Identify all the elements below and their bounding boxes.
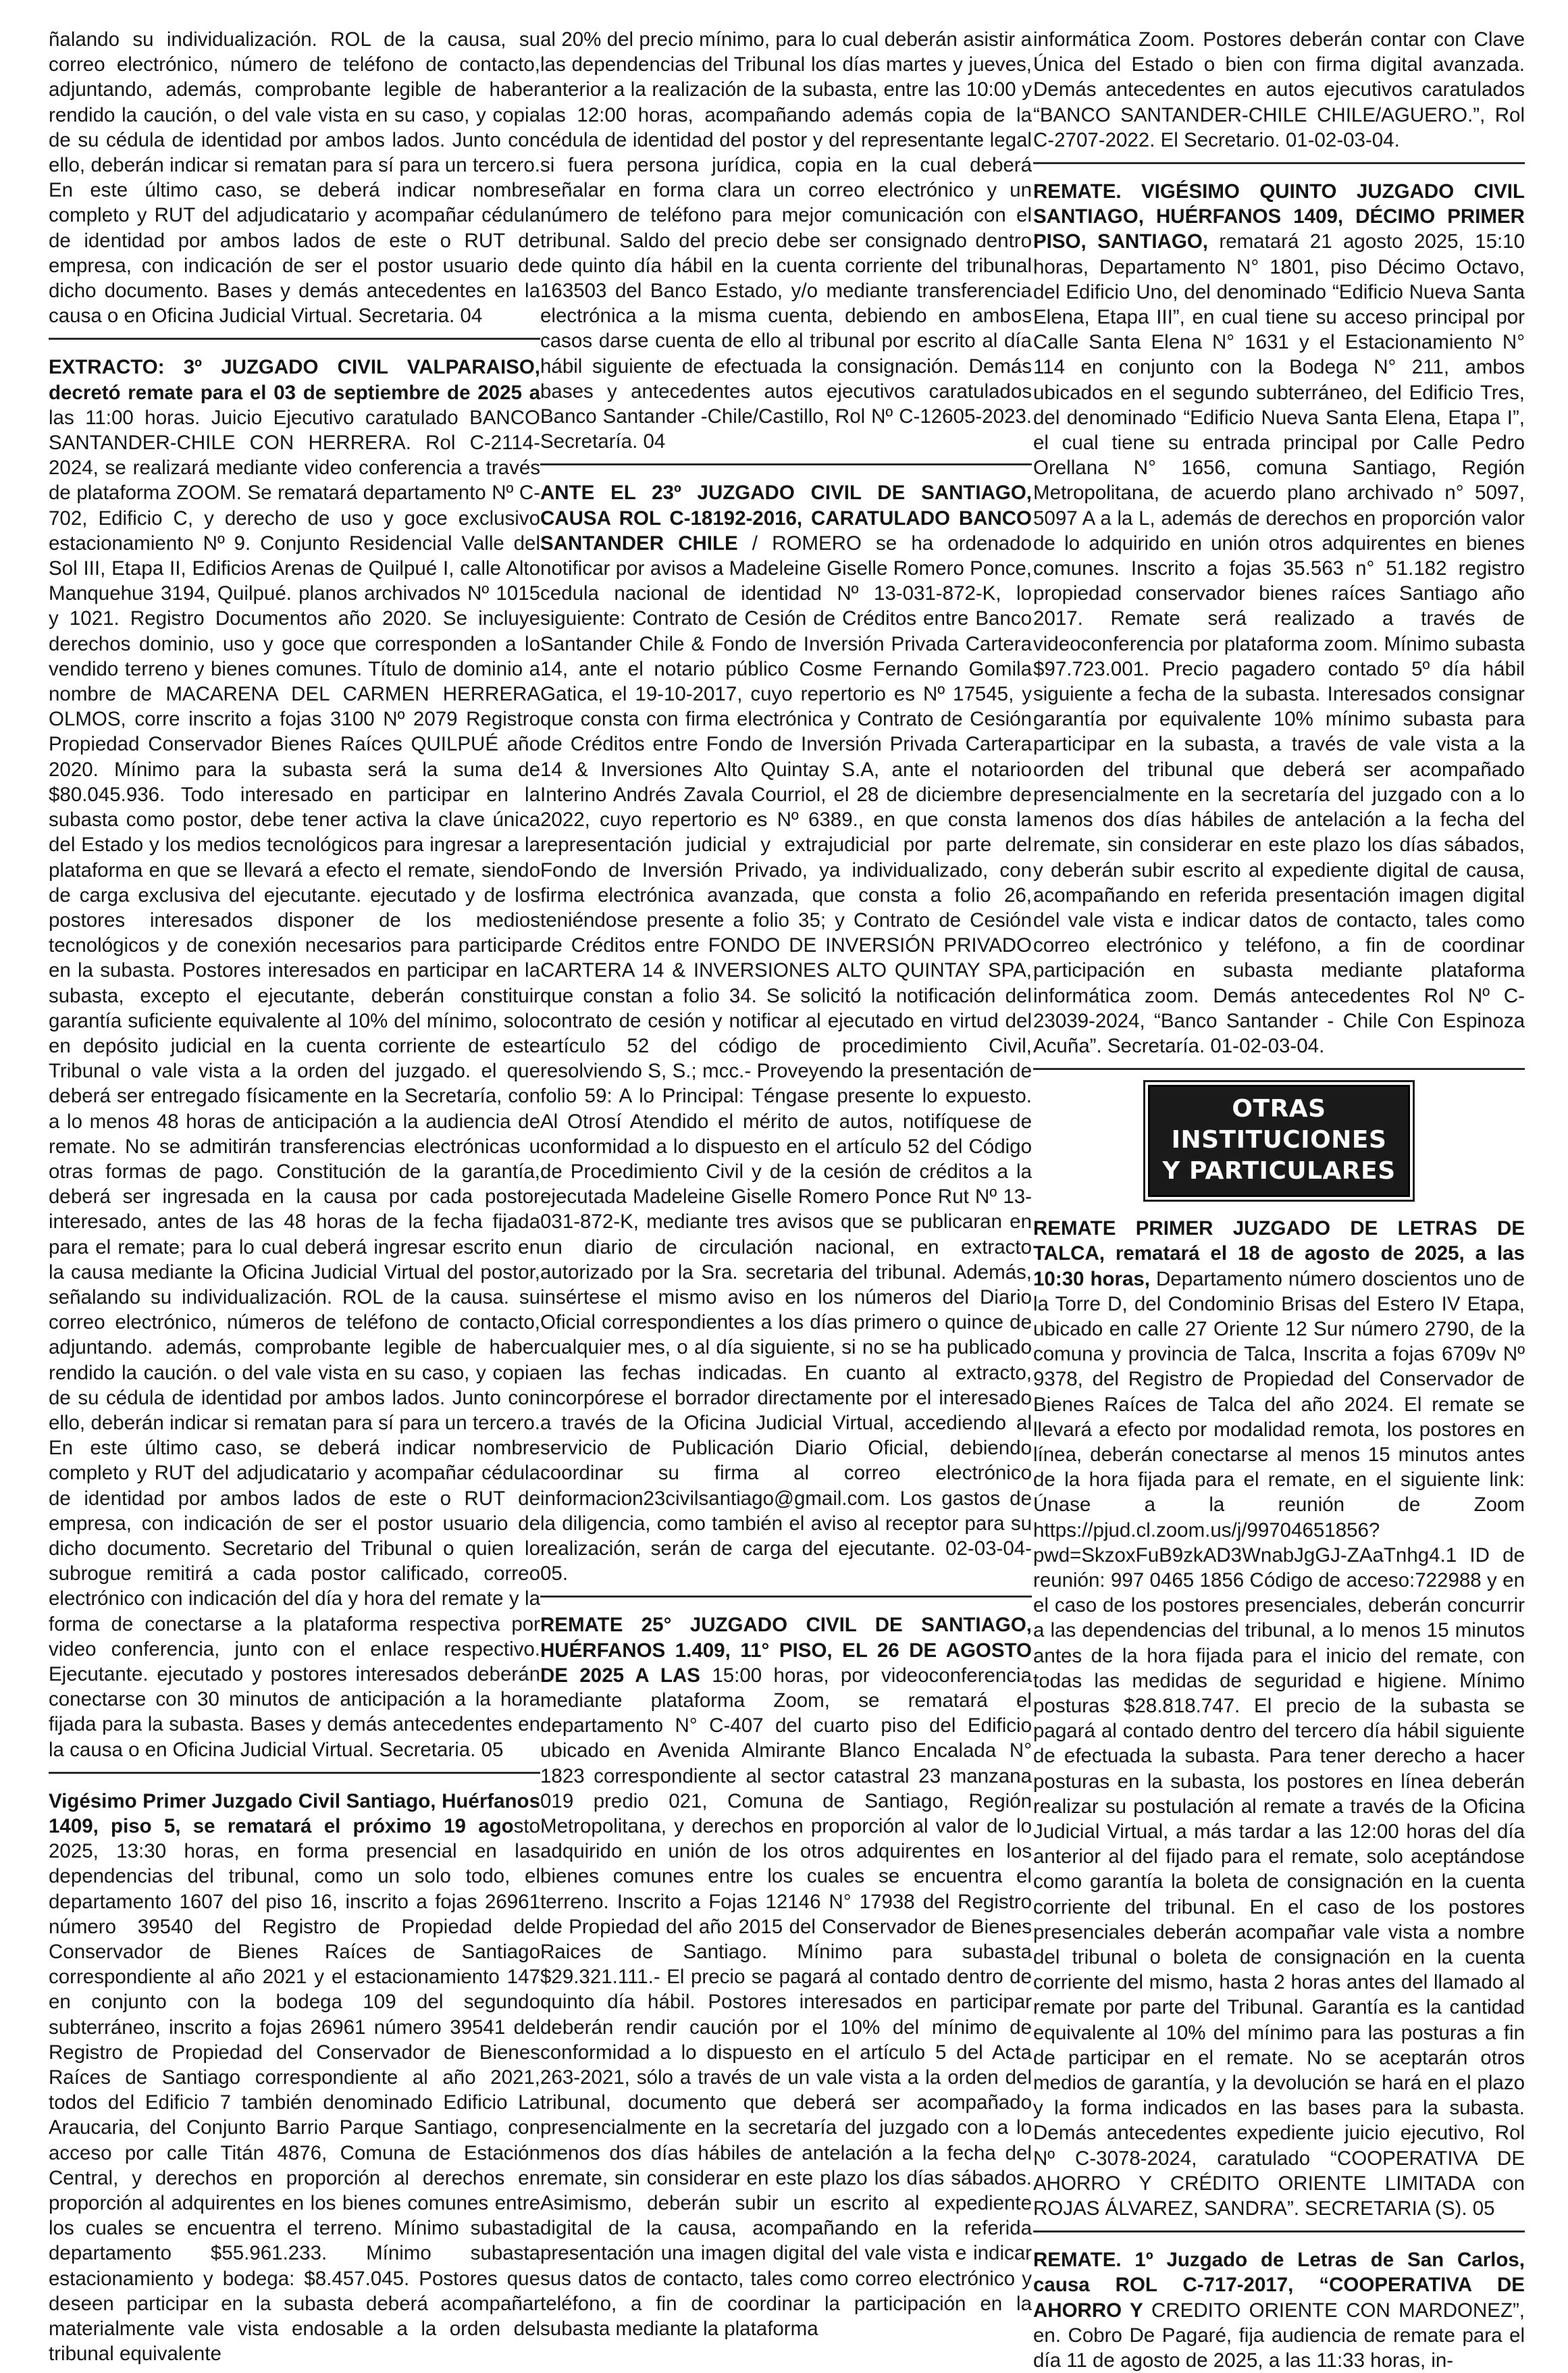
notice-heading: Vigésimo Primer Juzgado Civil Santiago, Huérfanos 1409, piso 5, se rematará el próximo 19 ago [49, 1789, 540, 1838]
notice-body: sto 2025, 13:30 horas, en forma presencial en las dependencias del tribunal, como un solo todo, el departamento 1607 del piso 16, inscrito a fojas 26961 número 39540 del Registro de Propiedad del Conservador de Bienes Raíces de Santiago correspondiente al año 2021 y el estacionamiento 147 en conjunto con la bodega 109 del segundo subterráneo, inscrito a fojas 26961 número 39541 del Registro de Propiedad del Conservador de Bienes Raíces de Santiago correspondiente al año 2021, todos del Edificio 7 también denominado Edificio La Araucaria, del Conjunto Barrio Parque Santiago, con acceso por calle Titán 4876, Comuna de Estación Central, y derechos en proporción al derechos en proporción al adquirentes en los bienes comunes entre los cuales se encuentra el terreno. Mínimo subasta departamento $55.961.233. Mínimo subasta estacionamiento y bodega: $8.457.045. Postores que deseen participar en la subasta deberá acompañar materialmente vale vista endosable a la orden del tribunal equivalente [49, 1815, 540, 2366]
notice-25-juzgado-santiago [540, 1612, 1032, 2341]
notice-separator [1033, 2230, 1525, 2232]
notice-heading: REMATE. 1º Juzgado de Letras de San Carlos, causa ROL C-717-2017, “COOPERATIVA DE AHORRO Y [1033, 2249, 1525, 2322]
notice-25-juzgado-santa-elena [1033, 179, 1525, 1058]
notice-heading: REMATE. VIGÉSIMO QUINTO JUZGADO CIVIL SANTIAGO, HUÉRFANOS 1409, DÉCIMO PRIMER PISO, SANTIAGO, [1033, 180, 1525, 253]
notice-juzgado-talca [1033, 1216, 1525, 2221]
section-banner-line-2: Y PARTICULARES [1162, 1157, 1396, 1185]
notice-juzgado-san-carlos [1033, 2247, 1525, 2373]
notice-23-juzgado-santiago [540, 480, 1032, 1586]
column-left [49, 27, 540, 2366]
notice-separator [540, 463, 1032, 465]
notice-heading: EXTRACTO: 3º JUZGADO CIVIL VALPARAISO, decretó remate para el 03 de septiembre de 2025 a [49, 356, 540, 404]
notice-body: las 11:00 horas. Juicio Ejecutivo caratulado BANCO SANTANDER-CHILE CON HERRERA. Rol C-2114-2024, se realizará mediante video conferencia a través de plataforma ZOOM. Se rematará departamento Nº C-702, Edificio C, y derecho de uso y goce exclusivo estacionamiento Nº 9. Conjunto Residencial Valle del Sol III, Etapa II, Edificios Arenas de Quilpué I, calle Alto Manquehue 3194, Quilpué. planos archivados Nº 1015 y 1021. Registro Documentos año 2020. Se incluye derechos dominio, uso y goce que corresponden a lo vendido terreno y bienes comunes. Título de dominio a nombre de MACARENA DEL CARMEN HERRERA OLMOS, corre inscrito a fojas 3100 Nº 2079 Registro Propiedad Conservador Bienes Raíces QUILPUÉ año 2020. Mínimo para la subasta será la suma de $80.045.936. Todo interesado en participar en la subasta como postor, debe tener activa la clave única del Estado y los medios tecnológicos para ingresar a la plataforma en que se llevará a efecto el remate, siendo de carga exclusiva del ejecutante. ejecutado y de los postores interesados disponer de los medios tecnológicos y de conexión necesarios para participar en la subasta. Postores interesados en participar en la subasta, excepto el ejecutante, deberán constituir garantía suficiente equivalente al 10% del mínimo, solo en depósito judicial en la cuenta corriente de este Tribunal o vale vista a la orden del juzgado. el que deberá ser entregado físicamente en la Secretaría, con a lo menos 48 horas de anticipación a la audiencia de remate. No se admitirán transferencias electrónicas u otras formas de pago. Constitución de la garantía, deberá ser ingresada en la causa por cada postor interesado, antes de las 48 horas de la fecha fijada para el remate; para lo cual deberá ingresar escrito en la causa mediante la Oficina Judicial Virtual del postor, señalando su individualización. ROL de la causa. su correo electrónico, números de teléfono de contacto, adjuntando. además, comprobante legible de haber rendido la caución. o del vale vista en su caso, y copia de su cédula de identidad por ambos lados. Junto con ello, deberán indicar si rematan para sí para un tercero. En este último caso, se deberá indicar nombre completo y RUT del adjudicatario y acompañar cédula de identidad por ambos lados de este o RUT de empresa, con indicación de ser el postor usuario de dicho documento. Secretario del Tribunal o quien lo subrogue remitirá a cada postor calificado, correo electrónico con indicación del día y hora del remate y la forma de conectarse a la plataforma respectiva por video conferencia, junto con el enlace respectivo. Ejecutante. ejecutado y postores interesados deberán conectarse con 30 minutos de anticipación a la hora fijada para la subasta. Bases y demás antecedentes en la causa o en Oficina Judicial Virtual. Secretaria. 05 [49, 406, 540, 1761]
notice-3-juzgado-valparaiso [49, 355, 540, 1762]
notice-21-juzgado-santiago [49, 1789, 540, 2367]
notice-body: CREDITO ORIENTE CON MARDONEZ”, en. Cobro De Pagaré, fija audiencia de remate para el día 11 de agosto de 2025, a las 11:33 horas, in- [1033, 2299, 1525, 2372]
notice-separator [540, 1596, 1032, 1598]
notice-heading: REMATE 25° JUZGADO CIVIL DE SANTIAGO, HUÉRFANOS 1.409, 11° PISO, EL 26 DE AGOSTO DE 2025 A LAS [540, 1614, 1032, 1687]
notice-body: rematará 21 agosto 2025, 15:10 horas, Departamento N° 1801, piso Décimo Octavo, del Edificio Uno, del denominado “Edificio Nueva Santa Elena, Etapa III”, en cual tiene su acceso principal por Calle Santa Elena N° 1631 y el Estacionamiento N° 114 en conjunto con la Bodega N° 211, ambos ubicados en el segundo subterráneo, del Edificio Tres, del denominado “Edificio Nueva Santa Elena, Etapa I”, el cual tiene su entrada principal por Calle Pedro Orellana N° 1656, comuna Santiago, Región Metropolitana, de acuerdo plano archivado n° 5097, 5097 A a la L, además de derechos en proporción valor de lo adquirido en unión otros adquirentes en bienes comunes. Inscrito a fojas 35.563 n° 51.182 registro propiedad conservador bienes raíces Santiago año 2017. Remate será realizado a través de videoconferencia por plataforma zoom. Mínimo subasta $97.723.001. Precio pagadero contado 5º día hábil siguiente a fecha de la subasta. Interesados consignar garantía por equivalente 10% mínimo subasta para participar en la subasta, a través de vale vista a la orden del tribunal que deberá ser acompañado presencialmente en la secretaría del juzgado con a lo menos dos días hábiles de antelación a la fecha del remate, sin considerar en este plazo los días sábados, y deberán subir escrito al expediente digital de causa, acompañando en referida presentación imagen digital del vale vista e indicar datos de contacto, tales como correo electrónico y teléfono, a fin de coordinar participación en subasta mediante plataforma informática zoom. Demás antecedentes Rol Nº C-23039-2024, “Banco Santander - Chile Con Espinoza Acuña”. Secretaría. 01-02-03-04. [1033, 230, 1525, 1057]
notice-separator [1033, 1068, 1525, 1070]
notice-body: ñalando su individualización. ROL de la causa, su correo electrónico, número de teléfono de contacto, adjuntando, además, comprobante legible de haber rendido la caución, o del vale vista en su caso, y copia de su cédula de identidad por ambos lados. Junto con ello, deberán indicar si rematan para sí para un tercero. En este último caso, se deberá indicar nombre completo y RUT del adjudicatario y acompañar cédula de identidad por ambos lados de este o RUT de empresa, con indicación de ser el postor usuario de dicho documento. Bases y demás antecedentes en la causa o en Oficina Judicial Virtual. Secretaria. 04 [49, 28, 540, 328]
notice-body: informática Zoom. Postores deberán contar con Clave Única del Estado o bien con firma digital avanzada. Demás antecedentes en autos ejecutivos caratulados “BANCO SANTANDER-CHILE CHILE/AGUERO.”, Rol C-2707-2022. El Secretario. 01-02-03-04. [1033, 28, 1525, 151]
notice-body: Departamento número doscientos uno de la Torre D, del Condominio Brisas del Estero IV Etapa, ubicado en calle 27 Oriente 12 Sur número 2790, de la comuna y provincia de Talca, Inscrita a fojas 6709v Nº 9378, del Registro de Propiedad del Conservador de Bienes Raíces de Talca del año 2024. El remate se llevará a efecto por modalidad remota, los postores en línea, deberán conectarse al menos 15 minutos antes de la hora fijada para el remate, en el siguiente link: Únase a la reunión de Zoom https://pjud.cl.zoom.us/j/99704651856?pwd=SkzoxFuB9zkAD3WnabJgGJ-ZAaTnhg4.1 ID de reunión: 997 0465 1856 Código de acceso:722988 y en el caso de los postores presenciales, deberán concurrir a las dependencias del tribunal, a lo menos 15 minutos antes de la hora fijada para el inicio del remate, con todas las medidas de seguridad e higiene. Mínimo posturas $28.818.747. El precio de la subasta se pagará al contado dentro del tercero día hábil siguiente de efectuada la subasta. Para tener derecho a hacer posturas en la subasta, los postores en línea deberán realizar su postulación al remate a través de la Oficina Judicial Virtual, a más tardar a las 12:00 horas del día anterior al del fijado para el remate, solo aceptándose como garantía la boleta de consignación en la cuenta corriente del tribunal. En el caso de los postores presenciales deberán acompañar vale vista a nombre del tribunal o boleta de consignación en la cuenta corriente del mismo, hasta 2 horas antes del llamado al remate por parte del Tribunal. Garantía es la cantidad equivalente al 10% del mínimo para las posturas a fin de participar en el remate. No se aceptarán otros medios de garantía, y la devolución se hará en el plazo y la forma indicados en las bases para la subasta. Demás antecedentes expediente juicio ejecutivo, Rol Nº C-3078-2024, caratulado “COOPERATIVA DE AHORRO Y CRÉDITO ORIENTE LIMITADA con ROJAS ÁLVAREZ, SANDRA”. SECRETARIA (S). 05 [1033, 1267, 1525, 2220]
notice-heading: REMATE PRIMER JUZGADO DE LETRAS DE TALCA, rematará el 18 de agosto de 2025, a las 10:30 horas, [1033, 1217, 1525, 1290]
section-banner-line-1: OTRAS INSTITUCIONES [1171, 1095, 1387, 1154]
section-banner [1148, 1085, 1410, 1197]
notice-continuation-santander-castillo [540, 27, 1032, 454]
notice-body: / ROMERO se ha ordenado notificar por avisos a Madeleine Giselle Romero Ponce, cedula nacional de identidad Nº 13-031-872-K, lo siguiente: Contrato de Cesión de Créditos entre Banco Santander Chile & Fondo de Inversión Privada Cartera 14, ante el notario público Cosme Fernando Gomila Gatica, el 19-10-2017, cuyo repertorio es Nº 17545, y que consta con firma electrónica y Contrato de Cesión de Créditos entre Fondo de Inversión Privada Cartera 14 & Inversiones Alto Quintay S.A, ante el notario Interino Andrés Zavala Courriol, el 28 de diciembre de 2022, cuyo repertorio es Nº 6389., en que consta la representación judicial y extrajudicial por parte del Fondo de Inversión Privado, ya individualizado, con firma electrónica avanzada, que consta a folio 26, teniéndose presente a folio 35; y Contrato de Cesión de Créditos entre FONDO DE INVERSIÓN PRIVADO CARTERA 14 & INVERSIONES ALTO QUINTAY SPA, que constan a folio 34. Se solicitó la notificación del contrato de cesión y notificar al ejecutado en virtud del artículo 52 del código de procedimiento Civil, resolviendo S, S.; mcc.- Proveyendo la presentación de folio 59: A lo Principal: Téngase presente lo expuesto. Al Otrosí Atendido el mérito de autos, notifíquese de conformidad a lo dispuesto en el artículo 52 del Código de Procedimiento Civil y de la cesión de créditos a la ejecutada Madeleine Giselle Romero Ponce Rut Nº 13-031-872-K, mediante tres avisos que se publicaran en un diario de circulación nacional, en extracto autorizado por la Sra. secretaria del tribunal. Además, insértese el mismo aviso en los números del Diario Oficial correspondientes a los días primero o quince de cualquier mes, o al día siguiente, si no se ha publicado en las fechas indicadas. En cuanto al extracto, incorpórese el borrador directamente por el interesado a través de la Oficina Judicial Virtual, accediendo al servicio de Publicación Diario Oficial, debiendo coordinar su firma al correo electrónico informacion23civilsantiago@gmail.com. Los gastos de la diligencia, como también el aviso al receptor para su realización, serán de carga del ejecutante. 02-03-04-05. [540, 532, 1032, 1585]
notice-heading: ANTE EL 23º JUZGADO CIVIL DE SANTIAGO, CAUSA ROL C-18192-2016, CARATULADO BANCO SANTANDER CHILE [540, 482, 1032, 555]
column-right [1033, 27, 1525, 2373]
notice-body: al 20% del precio mínimo, para lo cual deberán asistir a las dependencias del Tribunal los días martes y jueves, anterior a la realización de la subasta, entre las 10:00 y las 12:00 horas, acompañando además copia de la cédula de identidad del postor y del representante legal si fuera persona jurídica, copia en la cual deberá señalar en forma clara un correo electrónico y un número de teléfono para mejor comunicación con el tribunal. Saldo del precio debe ser consignado dentro de quinto día hábil en la cuenta corriente del tribunal 163503 del Banco Estado, y/o mediante transferencia electrónica a la misma cuenta, debiendo en ambos casos darse cuenta de ello al tribunal por escrito al día hábil siguiente de efectuada la consignación. Demás bases y antecedentes autos ejecutivos caratulados Banco Santander -Chile/Castillo, Rol Nº C-12605-2023. Secretaría. 04 [540, 28, 1032, 453]
notice-body: 15:00 horas, por videoconferencia mediante plataforma Zoom, se rematará el departamento N° C-407 del cuarto piso del Edificio ubicado en Avenida Almirante Blanco Encalada N° 1823 correspondiente al sector catastral 23 manzana 019 predio 021, Comuna de Santiago, Región Metropolitana, y derechos en proporción al valor de lo adquirido en unión de los otros adquirentes en los bienes comunes entre los cuales se encuentra el terreno. Inscrito a Fojas 12146 N° 17938 del Registro de Propiedad del año 2015 del Conservador de Bienes Raices de Santiago. Mínimo para subasta $29.321.111.- El precio se pagará al contado dentro de quinto día hábil. Postores interesados en participar deberán rendir caución por el 10% del mínimo de conformidad a lo dispuesto en el artículo 5 del Acta 263-2021, sólo a través de un vale vista a la orden del tribunal, documento que deberá ser acompañado presencialmente en la secretaría del juzgado con a lo menos dos días hábiles de antelación a la fecha del remate, sin considerar en este plazo los días sábados. Asimismo, deberán subir un escrito al expediente digital de la causa, acompañando en la referida presentación una imagen digital del vale vista e indicar sus datos de contacto, tales como correo electrónico y teléfono, a fin de coordinar la participación en la subasta mediante la plataforma [540, 1664, 1032, 2341]
notice-separator [49, 338, 540, 340]
notice-continuation-aguero [1033, 27, 1525, 153]
column-middle [540, 27, 1032, 2341]
notice-separator [49, 1772, 540, 1774]
notice-separator [1033, 162, 1525, 164]
notice-continuation-valparaiso-prev [49, 27, 540, 328]
